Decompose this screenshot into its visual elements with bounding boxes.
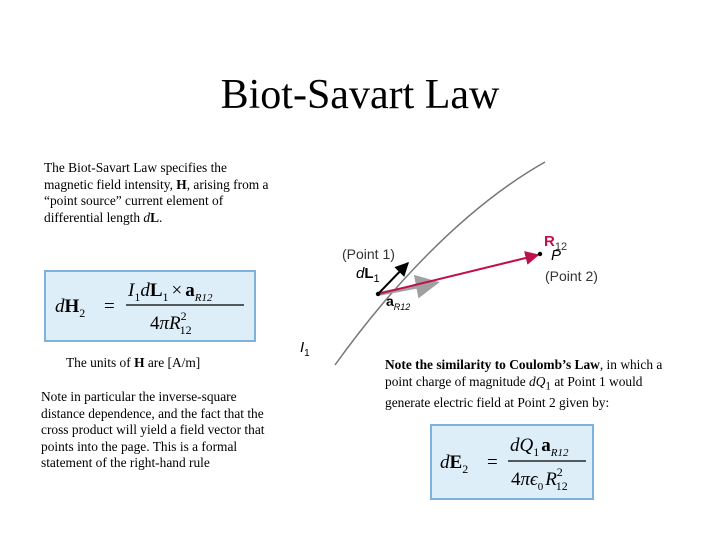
- coulomb-den-r-sup: 2: [556, 465, 563, 479]
- l-symbol: L: [150, 209, 160, 225]
- current-wire: [335, 162, 545, 365]
- dl1-l: L: [364, 265, 374, 282]
- formula-lhs-h: H: [64, 296, 80, 317]
- formula-lhs-d: d: [55, 296, 65, 317]
- coulomb-num-a-sub: R12: [550, 447, 569, 459]
- intro-part1: The Biot-Savart Law specifies the magnetic field intensity,: [44, 160, 227, 192]
- biot-savart-formula: [44, 270, 256, 342]
- r12-sub: 12: [554, 241, 568, 253]
- coulomb-note-dq-sub: 1: [545, 380, 551, 393]
- num-a-sub: R12: [194, 292, 213, 304]
- slide-title: Biot-Savart Law: [220, 72, 500, 118]
- current-element-diagram: [290, 150, 610, 370]
- current-sub: 1: [304, 348, 310, 359]
- num-i-sub: 1: [134, 290, 141, 304]
- dl1-sub: 1: [373, 273, 380, 285]
- point-p-dot: [538, 252, 542, 256]
- intro-text: [44, 160, 276, 226]
- unit-vector-a: a: [386, 293, 394, 309]
- den-r: R: [169, 313, 181, 334]
- coulomb-note-part1: , in which a point charge of magnitude: [385, 357, 663, 389]
- coulomb-den-4: 4: [511, 469, 521, 490]
- coulomb-equals: =: [487, 452, 498, 473]
- coulomb-den-r-sub: 12: [555, 479, 568, 493]
- intro-part3: .: [159, 209, 163, 225]
- coulomb-formula: [430, 424, 594, 500]
- r12-vector: [378, 255, 538, 294]
- h-symbol: H: [176, 176, 187, 192]
- formula-lhs-sub: 2: [79, 306, 86, 320]
- dl1-label: [356, 265, 380, 285]
- r12-r: R: [544, 233, 555, 250]
- den-r-sub: 12: [179, 323, 192, 337]
- num-l-sub: 1: [162, 290, 169, 304]
- coulomb-den-r: R: [545, 469, 557, 490]
- den-r-sup: 2: [180, 309, 187, 323]
- coulomb-den-pi: π: [520, 469, 531, 490]
- formula-denominator: [150, 309, 192, 337]
- unit-vector-sub: R12: [393, 302, 411, 312]
- num-a: a: [185, 280, 195, 301]
- coulomb-note-dq: dQ: [529, 373, 546, 389]
- intro-part2: , arising from a “point source” current element of differential length: [44, 176, 269, 225]
- coulomb-numerator: [510, 435, 569, 459]
- coulomb-den-eps-sub: 0: [537, 481, 544, 493]
- formula-lhs: [55, 296, 85, 320]
- coulomb-lhs-d: d: [440, 452, 450, 473]
- units-text: [66, 354, 200, 371]
- dl1-d: d: [356, 265, 365, 282]
- point-2-label: (Point 2): [545, 268, 598, 284]
- coulomb-num-dq-sub: 1: [533, 445, 540, 459]
- num-i: I: [128, 280, 135, 301]
- coulomb-num-a: a: [541, 435, 551, 456]
- current-i: I: [300, 339, 305, 356]
- coulomb-lhs: [440, 452, 468, 476]
- point-1-dot: [376, 292, 380, 296]
- coulomb-num-dq: dQ: [510, 435, 534, 456]
- num-l: L: [149, 280, 163, 301]
- units-part2: are [A/m]: [144, 355, 201, 370]
- formula-numerator: [127, 280, 213, 304]
- coulomb-note-part2: at Point 1 would generate electric field at Point 2 given by:: [385, 373, 643, 410]
- coulomb-lhs-sub: 2: [462, 462, 469, 476]
- den-4: 4: [150, 313, 160, 334]
- unit-vector-label: [386, 293, 410, 312]
- den-pi: π: [159, 313, 170, 334]
- inverse-square-note: Note in particular the inverse-square distance dependence, and the fact that the cross product will yield a field vector that points into the page. This is a formal statement of the right-hand rule: [41, 389, 265, 470]
- d-symbol: d: [143, 209, 151, 225]
- point-1-label: (Point 1): [342, 246, 395, 262]
- units-h-symbol: H: [134, 355, 145, 370]
- coulomb-denominator: [511, 465, 568, 493]
- coulomb-note-bold: Note the similarity to Coulomb’s Law: [385, 357, 600, 372]
- p-label: P: [551, 247, 562, 264]
- current-label: [300, 339, 310, 359]
- formula-equals: =: [104, 296, 115, 317]
- num-times: ×: [171, 280, 183, 301]
- num-d: d: [140, 280, 150, 301]
- units-part1: The units of: [66, 355, 135, 370]
- coulomb-lhs-e: E: [449, 452, 463, 473]
- coulomb-den-eps: ϵ: [530, 469, 538, 490]
